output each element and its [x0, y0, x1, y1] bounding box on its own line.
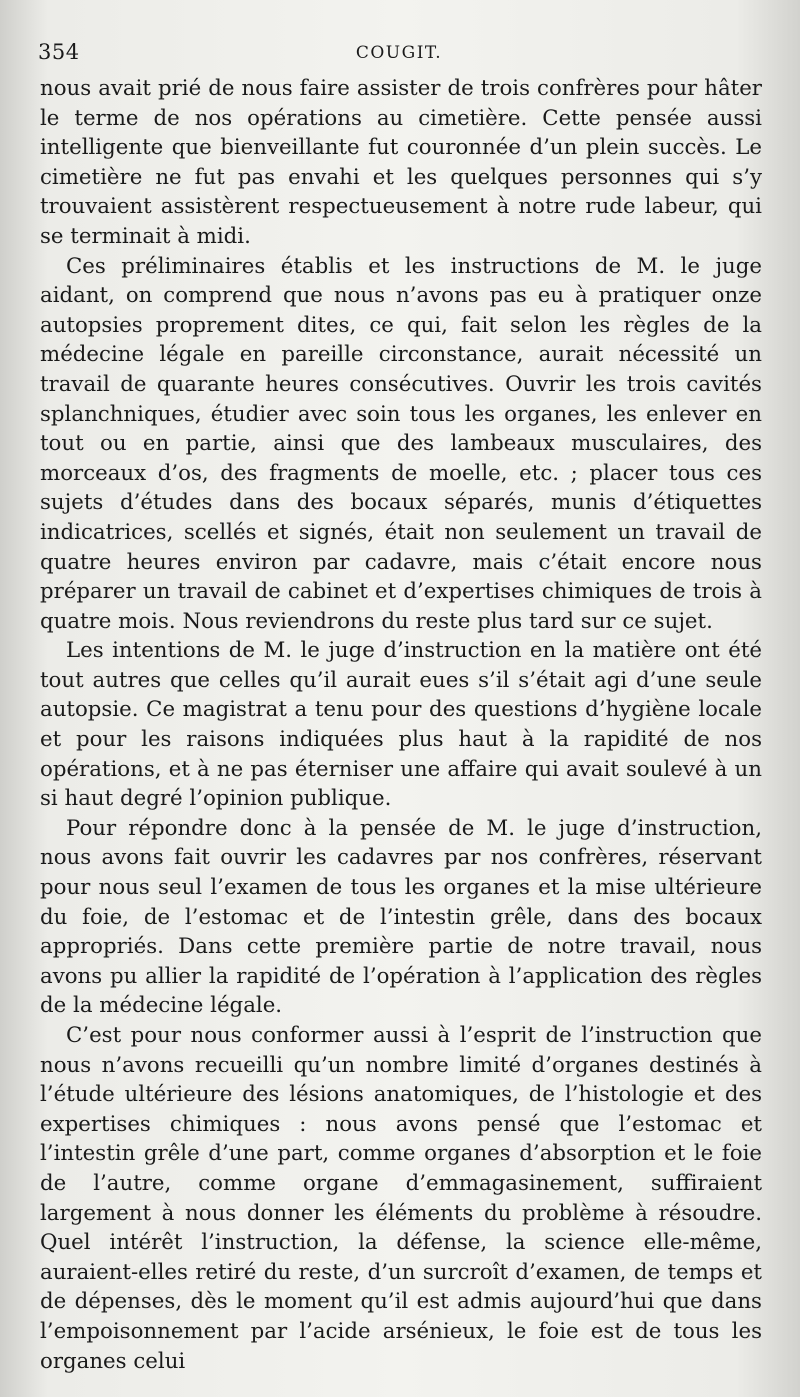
- paragraph: Pour répondre donc à la pensée de M. le juge d’instruction, nous avons fait ouvrir les cadavres par nos confrères, réservant pour nous seul l’examen de tous les organes et la mise ultérieure du foie, de l’estomac et de l’intestin grêle, dans des bocaux appropriés. Dans cette première partie de notre travail, nous avons pu allier la rapidité de l’opération à l’application des règles de la médecine légale.: [40, 815, 762, 1019]
- paragraph-continued: nous avait prié de nous faire assister de trois confrères pour hâter le terme de nos opérations au cimetière. Cette pensée aussi intelligente que bienveillante fut couronnée d’un plein succès. Le cimetière ne fut pas envahi et les quelques personnes qui s’y trouvaient assistèrent respectueusement à notre rude labeur, qui se terminait à midi.: [40, 76, 762, 249]
- paragraph: Ces préliminaires établis et les instructions de M. le juge aidant, on comprend que nous n’avons pas eu à pratiquer onze autopsies proprement dites, ce qui, fait selon les règles de la médecine légale en pareille circonstance, aurait nécessité un travail de quarante heures consécutives. Ouvrir les trois cavités splanchniques, étudier avec soin tous les organes, les enlever en tout ou en partie, ainsi que des lambeaux musculaires, des morceaux d’os, des fragments de moelle, etc. ; placer tous ces sujets d’études dans des bocaux séparés, munis d’étiquettes indicatrices, scellés et signés, était non seulement un travail de quatre heures environ par cadavre, mais c’était encore nous préparer un travail de cabinet et d’expertises chimiques de trois à quatre mois. Nous reviendrons du reste plus tard sur ce sujet.: [40, 253, 762, 634]
- paragraph: C’est pour nous conformer aussi à l’esprit de l’instruction que nous n’avons recueilli qu’un nombre limité d’organes destinés à l’étude ultérieure des lésions anatomiques, de l’histologie et des expertises chimiques : nous avons pensé que l’estomac et l’intestin grêle d’une part, comme organes d’absorption et le foie de l’autre, comme organe d’emmagasinement, suffiraient largement à nous donner les éléments du problème à résoudre. Quel intérêt l’instruction, la défense, la science elle-même, auraient-elles retiré du reste, d’un surcroît d’examen, de temps et de dépenses, dès le moment qu’il est admis aujourd’hui que dans l’empoisonnement par l’acide arsénieux, le foie est de tous les organes celui: [40, 1023, 762, 1374]
- body-text: [40, 74, 762, 1376]
- running-head: COUGIT.: [355, 43, 443, 63]
- page-header: [38, 30, 760, 70]
- page-number: 354: [38, 40, 80, 64]
- paragraph: Les intentions de M. le juge d’instruction en la matière ont été tout autres que celles qu’il aurait eues s’il s’était agi d’une seule autopsie. Ce magistrat a tenu pour des questions d’hygiène locale et pour les raisons indiquées plus haut à la rapidité de nos opérations, et à ne pas éterniser une affaire qui avait soulevé à un si haut degré l’opinion publique.: [40, 638, 762, 812]
